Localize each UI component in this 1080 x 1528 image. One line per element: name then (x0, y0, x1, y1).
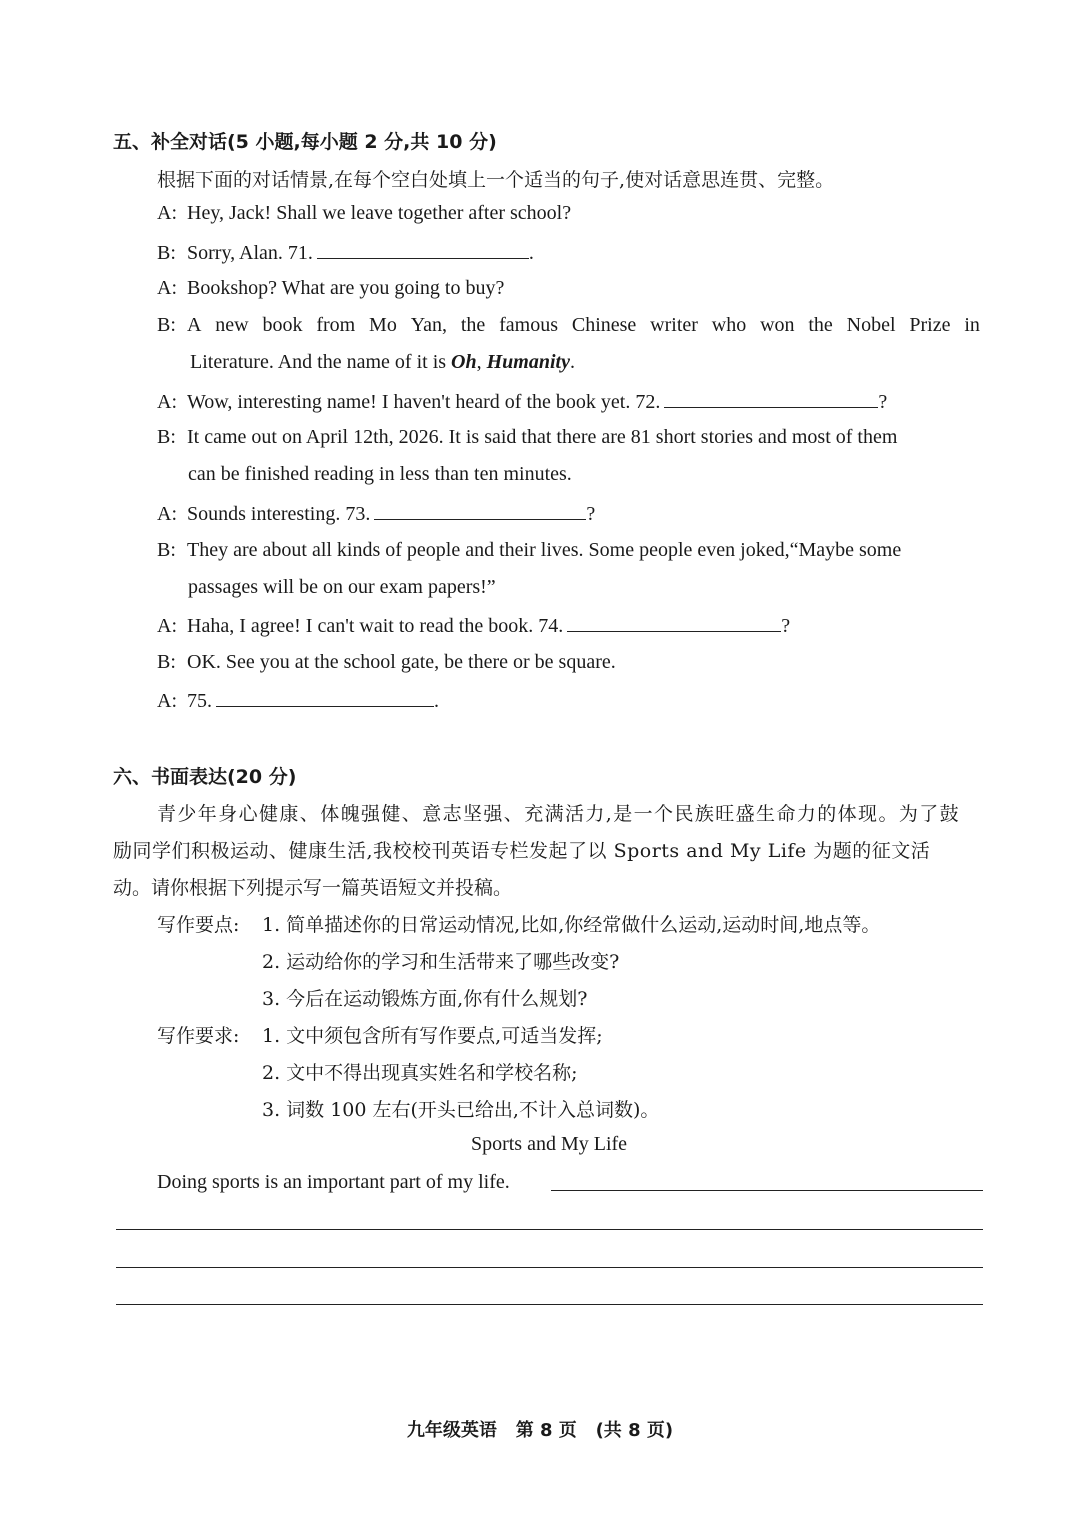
speaker-label: B: (157, 539, 176, 561)
dialogue-word: Chinese (571, 314, 637, 336)
dialogue-word: the (460, 314, 486, 336)
answer-writing-line-2[interactable] (116, 1229, 983, 1230)
writing-requirement-1: 1. 文中须包含所有写作要点,可适当发挥; (262, 1025, 603, 1047)
dialogue-line-4-cont (190, 351, 575, 374)
dialogue-text: Sorry, Alan. 71. (187, 242, 313, 264)
dialogue-word: won (760, 314, 795, 336)
punctuation: ? (781, 615, 791, 637)
dialogue-line-11 (157, 688, 439, 713)
dialogue-word: the (808, 314, 833, 336)
answer-writing-line-1[interactable] (551, 1190, 983, 1191)
section6-paragraph-line-1: 青少年身心健康、体魄强健、意志坚强、充满活力,是一个民族旺盛生命力的体现。为了鼓 (157, 803, 961, 825)
writing-point-1: 1. 简单描述你的日常运动情况,比如,你经常做什么运动,运动时间,地点等。 (262, 914, 881, 936)
footer-subject: 九年级英语 (406, 1420, 497, 1441)
dialogue-text: Wow, interesting name! I haven't heard of the book yet. 72. (187, 391, 661, 413)
answer-blank-74[interactable] (567, 613, 781, 632)
dialogue-line-10 (157, 651, 616, 674)
dialogue-line-7 (157, 501, 595, 526)
page-footer (0, 1416, 1080, 1442)
answer-blank-73[interactable] (374, 501, 586, 520)
speaker-label: A: (157, 202, 177, 224)
dialogue-text: Haha, I agree! I can't wait to read the book. 74. (187, 615, 564, 637)
dialogue-word: from (316, 314, 356, 336)
dialogue-word: in (964, 314, 980, 336)
punctuation: . (434, 690, 439, 712)
section6-heading: 六、书面表达(20 分) (113, 766, 297, 788)
book-title-part2: Humanity (486, 351, 570, 373)
speaker-label: B: (157, 426, 176, 448)
dialogue-text: Sounds interesting. 73. (187, 503, 371, 525)
dialogue-word: Yan, (410, 314, 448, 336)
dialogue-word: who (711, 314, 747, 336)
dialogue-text: Hey, Jack! Shall we leave together after school? (187, 202, 572, 224)
punctuation: ? (878, 391, 888, 413)
dialogue-word: Mo (369, 314, 397, 336)
dialogue-word: book (262, 314, 303, 336)
dialogue-line-8 (157, 539, 983, 562)
dialogue-text: It came out on April 12th, 2026. It is said that there are 81 short stories and most of them (187, 426, 898, 448)
writing-requirements-label: 写作要求: (157, 1025, 240, 1047)
separator: , (476, 351, 487, 373)
dialogue-word: Prize (909, 314, 951, 336)
punctuation: ? (586, 503, 596, 525)
section6-paragraph-line-2: 励同学们积极运动、健康生活,我校校刊英语专栏发起了以 Sports and My Life 为题的征文活 (113, 840, 931, 862)
speaker-label: A: (157, 277, 177, 299)
dialogue-word: Nobel (846, 314, 896, 336)
writing-point-3: 3. 今后在运动锻炼方面,你有什么规划? (262, 988, 588, 1010)
speaker-label: A: (157, 503, 177, 525)
answer-blank-71[interactable] (317, 240, 529, 259)
writing-point-2: 2. 运动给你的学习和生活带来了哪些改变? (262, 951, 620, 973)
section5-instruction: 根据下面的对话情景,在每个空白处填上一个适当的句子,使对话意思连贯、完整。 (157, 169, 835, 191)
punctuation: . (569, 351, 575, 373)
dialogue-line-5 (157, 389, 887, 414)
essay-opening-sentence: Doing sports is an important part of my life. (157, 1171, 510, 1193)
dialogue-line-3 (157, 277, 504, 300)
dialogue-text-justified (187, 314, 980, 337)
writing-requirement-2: 2. 文中不得出现真实姓名和学校名称; (262, 1062, 578, 1084)
dialogue-line-2 (157, 240, 534, 265)
dialogue-line-9 (157, 613, 790, 638)
answer-writing-line-3[interactable] (116, 1267, 983, 1268)
footer-page-number: 第 8 页 (515, 1420, 577, 1441)
dialogue-text: 75. (187, 690, 212, 712)
dialogue-line-6-cont: can be finished reading in less than ten minutes. (188, 463, 572, 485)
dialogue-text: Bookshop? What are you going to buy? (187, 277, 505, 299)
punctuation: . (528, 242, 534, 264)
dialogue-text: OK. See you at the school gate, be there or be square. (187, 651, 616, 673)
speaker-label: A: (157, 690, 177, 712)
dialogue-text: Literature. And the name of it is (190, 351, 447, 373)
section5-heading: 五、补全对话(5 小题,每小题 2 分,共 10 分) (113, 131, 497, 153)
speaker-label: B: (157, 651, 176, 673)
book-title-part1: Oh (451, 351, 477, 373)
dialogue-line-6 (157, 426, 983, 449)
answer-blank-75[interactable] (216, 688, 434, 707)
dialogue-line-8-cont: passages will be on our exam papers!” (188, 576, 496, 598)
writing-requirement-3: 3. 词数 100 左右(开头已给出,不计入总词数)。 (262, 1099, 660, 1121)
dialogue-line-4 (157, 314, 980, 337)
dialogue-word: new (215, 314, 249, 336)
dialogue-line-1 (157, 202, 571, 225)
dialogue-word: famous (499, 314, 559, 336)
dialogue-word: writer (650, 314, 698, 336)
answer-blank-72[interactable] (664, 389, 878, 408)
speaker-label: B: (157, 314, 176, 336)
dialogue-text: They are about all kinds of people and their lives. Some people even joked,“Maybe some (187, 539, 902, 561)
answer-writing-line-4[interactable] (116, 1304, 983, 1305)
dialogue-word: A (187, 314, 202, 336)
speaker-label: A: (157, 615, 177, 637)
speaker-label: A: (157, 391, 177, 413)
essay-title: Sports and My Life (470, 1133, 628, 1155)
footer-total-pages: (共 8 页) (595, 1420, 674, 1441)
writing-points-label: 写作要点: (157, 914, 240, 936)
section6-paragraph-line-3: 动。请你根据下列提示写一篇英语短文并投稿。 (113, 877, 513, 899)
speaker-label: B: (157, 242, 176, 264)
